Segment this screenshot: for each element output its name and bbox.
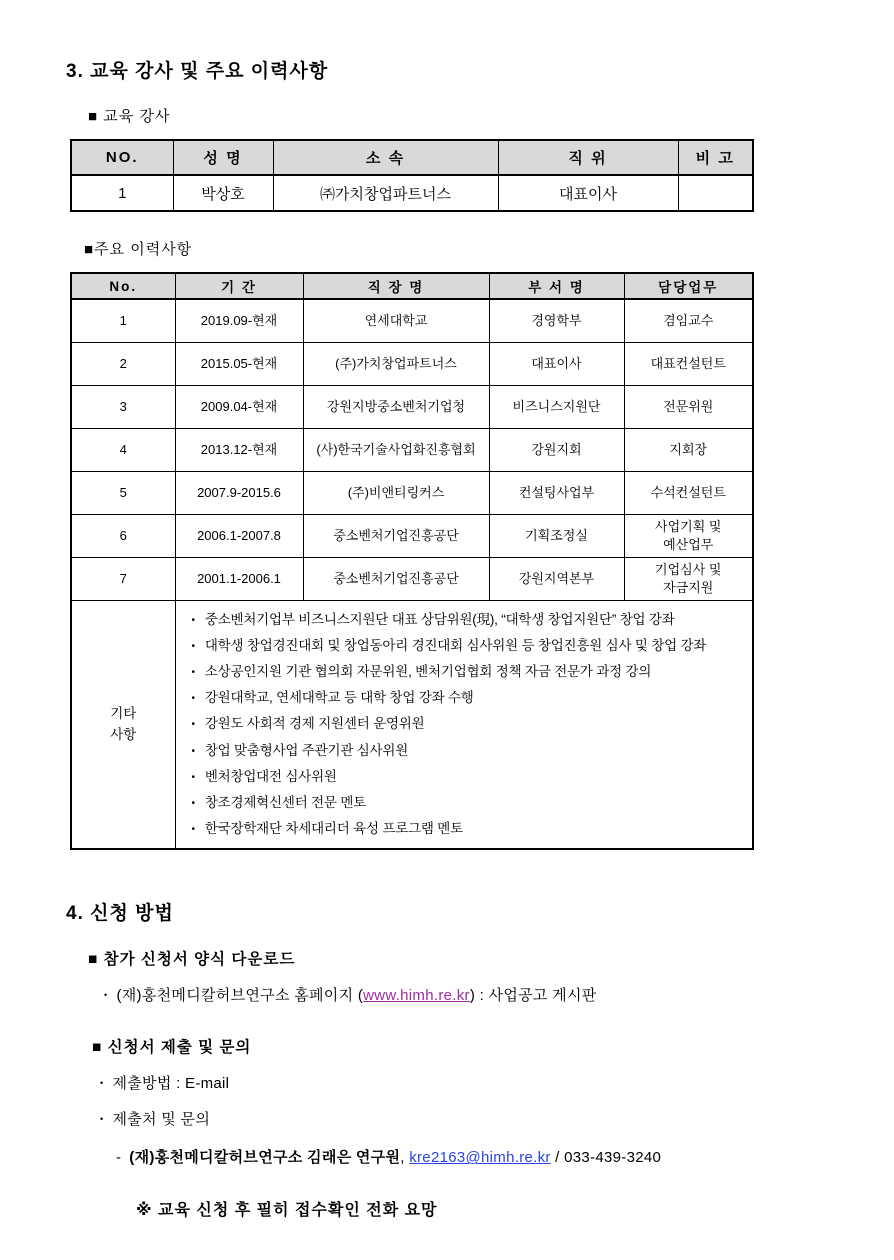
table-cell: 2001.1-2006.1 bbox=[175, 557, 303, 600]
confirmation-note: ※ 교육 신청 후 필히 접수확인 전화 요망 bbox=[136, 1202, 438, 1220]
email-link[interactable]: kre2163@himh.re.kr bbox=[409, 1149, 551, 1167]
section4-heading: 4. 신청 방법 bbox=[66, 903, 174, 925]
homepage-line bbox=[104, 984, 824, 1005]
bullet-icon: • bbox=[191, 824, 195, 836]
bullet-icon: • bbox=[191, 745, 195, 757]
column-header: 성 명 bbox=[173, 140, 273, 175]
column-header: No. bbox=[71, 273, 175, 299]
bullet-icon: • bbox=[191, 693, 195, 705]
bullet-icon: • bbox=[191, 771, 195, 783]
table-row bbox=[71, 471, 753, 514]
table-cell: 2006.1-2007.8 bbox=[175, 514, 303, 557]
table-row bbox=[71, 299, 753, 342]
note-item: • 창업 맞춤형사업 주관기관 심사위원 bbox=[191, 742, 409, 758]
column-header: 부 서 명 bbox=[489, 273, 624, 299]
other-notes-label: 기타 사항 bbox=[71, 600, 175, 849]
note-item: • 소상공인지원 기관 협의회 자문위원, 벤처기업협회 정책 자금 전문가 과정 강의 bbox=[191, 663, 652, 679]
table-cell bbox=[678, 175, 753, 211]
table-cell: 지회장 bbox=[624, 428, 753, 471]
homepage-text-suffix: ) : 사업공고 게시판 bbox=[469, 987, 597, 1005]
table-cell: 6 bbox=[71, 514, 175, 557]
column-header: 비 고 bbox=[678, 140, 753, 175]
contact-phone-text: / 033-439-3240 bbox=[550, 1149, 662, 1167]
table-cell: 비즈니스지원단 bbox=[489, 385, 624, 428]
other-notes-content bbox=[175, 600, 753, 849]
table-cell: 박상호 bbox=[173, 175, 273, 211]
table-cell: 사업기획 및 예산업무 bbox=[624, 514, 753, 557]
note-item: • 창조경제혁신센터 전문 멘토 bbox=[191, 794, 367, 810]
table-cell: 경영학부 bbox=[489, 299, 624, 342]
table-row bbox=[71, 385, 753, 428]
table-cell: 전문위원 bbox=[624, 385, 753, 428]
table-cell: (사)한국기술사업화진흥협회 bbox=[303, 428, 489, 471]
table-cell: 1 bbox=[71, 299, 175, 342]
download-section-label: ■ 참가 신청서 양식 다운로드 bbox=[88, 951, 296, 969]
table-row bbox=[71, 557, 753, 600]
career-table-header-row bbox=[71, 273, 753, 299]
bullet-icon: • bbox=[191, 666, 195, 678]
note-item: • 중소벤처기업부 비즈니스지원단 대표 상담위원(現), “대학생 창업지원단” 창업 강좌 bbox=[191, 611, 675, 627]
career-table bbox=[70, 272, 754, 850]
table-cell: 연세대학교 bbox=[303, 299, 489, 342]
table-cell: 중소벤처기업진흥공단 bbox=[303, 557, 489, 600]
table-cell: 컨설팅사업부 bbox=[489, 471, 624, 514]
table-cell: 대표이사 bbox=[489, 342, 624, 385]
section3-heading: 3. 교육 강사 및 주요 이력사항 bbox=[66, 61, 329, 82]
dash-icon: - bbox=[116, 1149, 122, 1167]
table-cell: ㈜가치창업파트너스 bbox=[273, 175, 498, 211]
table-cell: 기획조정실 bbox=[489, 514, 624, 557]
table-cell: 강원지역본부 bbox=[489, 557, 624, 600]
instructor-table-header-row bbox=[71, 140, 753, 175]
table-cell: 강원지방중소벤처기업청 bbox=[303, 385, 489, 428]
instructor-table-body bbox=[71, 175, 753, 211]
column-header: 기 간 bbox=[175, 273, 303, 299]
submit-method-text: 제출방법 : E-mail bbox=[112, 1075, 230, 1093]
contact-heading-text: 제출처 및 문의 bbox=[112, 1111, 211, 1129]
table-row bbox=[71, 175, 753, 211]
table-cell: 강원지회 bbox=[489, 428, 624, 471]
table-cell: 기업심사 및 자금지원 bbox=[624, 557, 753, 600]
bullet-icon: • bbox=[104, 990, 108, 1001]
table-cell: 2019.09-현재 bbox=[175, 299, 303, 342]
table-cell: 수석컨설턴트 bbox=[624, 471, 753, 514]
homepage-link[interactable]: www.himh.re.kr bbox=[363, 987, 470, 1005]
note-item: • 벤처창업대전 심사위원 bbox=[191, 768, 337, 784]
table-cell: 4 bbox=[71, 428, 175, 471]
table-cell: 2009.04-현재 bbox=[175, 385, 303, 428]
instructor-table bbox=[70, 139, 754, 212]
bullet-icon: • bbox=[191, 614, 195, 626]
bullet-icon: • bbox=[191, 640, 195, 652]
submit-section-label: ■ 신청서 제출 및 문의 bbox=[92, 1039, 252, 1057]
table-cell: (주)가치창업파트너스 bbox=[303, 342, 489, 385]
contact-heading-line bbox=[100, 1108, 824, 1129]
table-row bbox=[71, 514, 753, 557]
other-notes-row bbox=[71, 600, 753, 849]
instructor-section-label: ■ 교육 강사 bbox=[88, 108, 171, 125]
column-header: NO. bbox=[71, 140, 173, 175]
table-row bbox=[71, 428, 753, 471]
table-cell: 겸임교수 bbox=[624, 299, 753, 342]
bullet-icon: • bbox=[191, 719, 195, 731]
contact-separator: , bbox=[400, 1149, 410, 1167]
table-cell: 대표이사 bbox=[498, 175, 678, 211]
table-cell: 7 bbox=[71, 557, 175, 600]
table-cell: (주)비앤티링커스 bbox=[303, 471, 489, 514]
contact-detail-line bbox=[116, 1146, 824, 1167]
column-header: 직 장 명 bbox=[303, 273, 489, 299]
table-cell: 2015.05-현재 bbox=[175, 342, 303, 385]
table-cell: 대표컨설턴트 bbox=[624, 342, 753, 385]
contact-name-text: (재)홍천메디칼허브연구소 김래은 연구원 bbox=[129, 1149, 401, 1167]
column-header: 소 속 bbox=[273, 140, 498, 175]
career-table-body bbox=[71, 299, 753, 849]
bullet-icon: • bbox=[100, 1078, 104, 1089]
bullet-icon: • bbox=[191, 797, 195, 809]
table-row bbox=[71, 342, 753, 385]
note-item: • 강원대학교, 연세대학교 등 대학 창업 강좌 수행 bbox=[191, 690, 474, 706]
note-item: • 대학생 창업경진대회 및 창업동아리 경진대회 심사위원 등 창업진흥원 심사 및 창업 강좌 bbox=[191, 637, 707, 653]
table-cell: 5 bbox=[71, 471, 175, 514]
table-cell: 2007.9-2015.6 bbox=[175, 471, 303, 514]
column-header: 담당업무 bbox=[624, 273, 753, 299]
homepage-text-prefix: (재)홍천메디칼허브연구소 홈페이지 ( bbox=[116, 987, 364, 1005]
table-cell: 중소벤처기업진흥공단 bbox=[303, 514, 489, 557]
bullet-icon: • bbox=[100, 1114, 104, 1125]
submit-method-line bbox=[100, 1072, 824, 1093]
column-header: 직 위 bbox=[498, 140, 678, 175]
table-cell: 3 bbox=[71, 385, 175, 428]
table-cell: 1 bbox=[71, 175, 173, 211]
note-item: • 강원도 사회적 경제 지원센터 운영위원 bbox=[191, 716, 425, 732]
note-item: • 한국장학재단 차세대리더 육성 프로그램 멘토 bbox=[191, 821, 463, 837]
career-section-label: ■주요 이력사항 bbox=[84, 241, 193, 258]
table-cell: 2013.12-현재 bbox=[175, 428, 303, 471]
table-cell: 2 bbox=[71, 342, 175, 385]
